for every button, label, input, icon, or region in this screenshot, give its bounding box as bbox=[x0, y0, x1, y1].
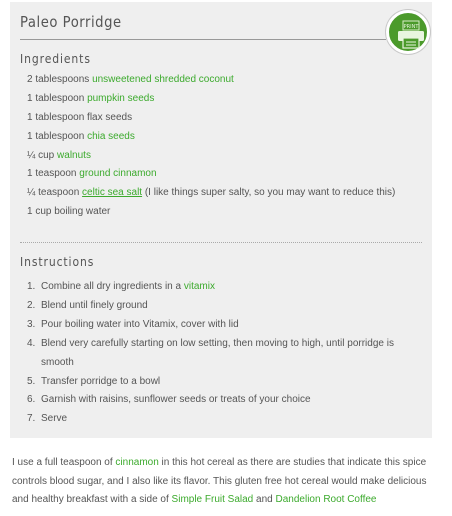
ingredient-link[interactable]: walnuts bbox=[57, 149, 91, 161]
ingredient-text: 1 tablespoon bbox=[27, 130, 88, 142]
ingredient-link[interactable]: ground cinnamon bbox=[79, 168, 157, 180]
intro-paragraph bbox=[12, 454, 437, 510]
step-text bbox=[41, 278, 407, 297]
ingredient-text: ¼ teaspoon bbox=[27, 187, 83, 199]
step-number: 5. bbox=[27, 375, 36, 387]
ingredient-link[interactable]: chia seeds bbox=[87, 130, 135, 142]
instruction-step bbox=[27, 316, 407, 335]
recipe-title: Paleo Porridge bbox=[20, 13, 122, 31]
ingredient-text: 2 tablespoons bbox=[27, 74, 93, 85]
ingredient-link[interactable]: unsweetened shredded coconut bbox=[92, 74, 234, 85]
step-text-part: Blend very carefully starting on low setting, then moving to high, until porridge is smooth bbox=[41, 337, 394, 368]
paragraph-text: in this hot cereal as there are studies that indicate this spice controls blood sugar, and I also like its flavor. This gluten free hot cereal would make delicious and healthy breakfast with a side of bbox=[12, 457, 427, 505]
instruction-step bbox=[27, 373, 407, 392]
print-button[interactable] bbox=[386, 10, 430, 54]
step-text bbox=[41, 297, 407, 316]
ingredient-text: 1 tablespoon bbox=[27, 92, 88, 104]
fruit-salad-link[interactable]: Simple Fruit Salad bbox=[171, 494, 254, 505]
step-link[interactable]: vitamix bbox=[183, 281, 215, 292]
paragraph-text: and bbox=[253, 494, 276, 505]
step-text bbox=[41, 316, 407, 335]
step-text bbox=[41, 373, 407, 392]
step-number: 4. bbox=[27, 337, 36, 349]
ingredient-item bbox=[27, 71, 395, 90]
step-text-part: Pour boiling water into Vitamix, cover with lid bbox=[41, 318, 239, 330]
ingredients-list bbox=[27, 71, 395, 222]
ingredient-link[interactable]: celtic sea salt bbox=[82, 187, 143, 199]
step-text bbox=[41, 410, 407, 429]
title-divider bbox=[20, 39, 386, 40]
paragraph-text: I use a full teaspoon of bbox=[12, 457, 116, 468]
ingredient-item bbox=[27, 147, 395, 166]
step-text bbox=[41, 335, 407, 373]
ingredient-note: (I like things super salty, so you may want to reduce this) bbox=[142, 187, 396, 199]
ingredient-text: 1 teaspoon bbox=[27, 168, 80, 180]
ingredient-link[interactable]: pumpkin seeds bbox=[87, 92, 155, 104]
step-number: 3. bbox=[27, 318, 36, 330]
print-label: PRINT bbox=[403, 24, 419, 30]
instruction-step bbox=[27, 297, 407, 316]
ingredient-item bbox=[27, 184, 395, 203]
recipe-card bbox=[10, 2, 432, 438]
ingredient-text: 1 cup boiling water bbox=[27, 206, 111, 218]
instructions-list bbox=[27, 278, 407, 429]
ingredient-item bbox=[27, 203, 395, 222]
instruction-step bbox=[27, 335, 407, 373]
instruction-step bbox=[27, 278, 407, 297]
ingredient-item bbox=[27, 128, 395, 147]
ingredient-item bbox=[27, 109, 395, 128]
step-number: 6. bbox=[27, 394, 36, 406]
instruction-step bbox=[27, 391, 407, 410]
step-number: 1. bbox=[27, 281, 36, 292]
section-divider bbox=[20, 242, 422, 243]
ingredients-heading: Ingredients bbox=[20, 52, 91, 66]
step-text bbox=[41, 391, 407, 410]
step-text-part: Garnish with raisins, sunflower seeds or treats of your choice bbox=[41, 394, 311, 406]
ingredient-text: ¼ cup bbox=[27, 149, 58, 161]
instruction-step bbox=[27, 410, 407, 429]
ingredient-item bbox=[27, 165, 395, 184]
step-text-part: Combine all dry ingredients in a bbox=[41, 281, 184, 292]
step-text-part: Blend until finely ground bbox=[41, 299, 148, 311]
step-number: 2. bbox=[27, 299, 36, 311]
ingredient-text: 1 tablespoon flax seeds bbox=[27, 111, 133, 123]
step-number: 7. bbox=[27, 413, 36, 425]
dandelion-coffee-link[interactable]: Dandelion Root Coffee bbox=[275, 494, 377, 505]
ingredient-item bbox=[27, 90, 395, 109]
cinnamon-link[interactable]: cinnamon bbox=[115, 457, 159, 468]
printer-icon bbox=[395, 19, 427, 51]
instructions-heading: Instructions bbox=[20, 255, 95, 269]
step-text-part: Transfer porridge to a bowl bbox=[41, 375, 161, 387]
step-text-part: Serve bbox=[41, 413, 68, 425]
